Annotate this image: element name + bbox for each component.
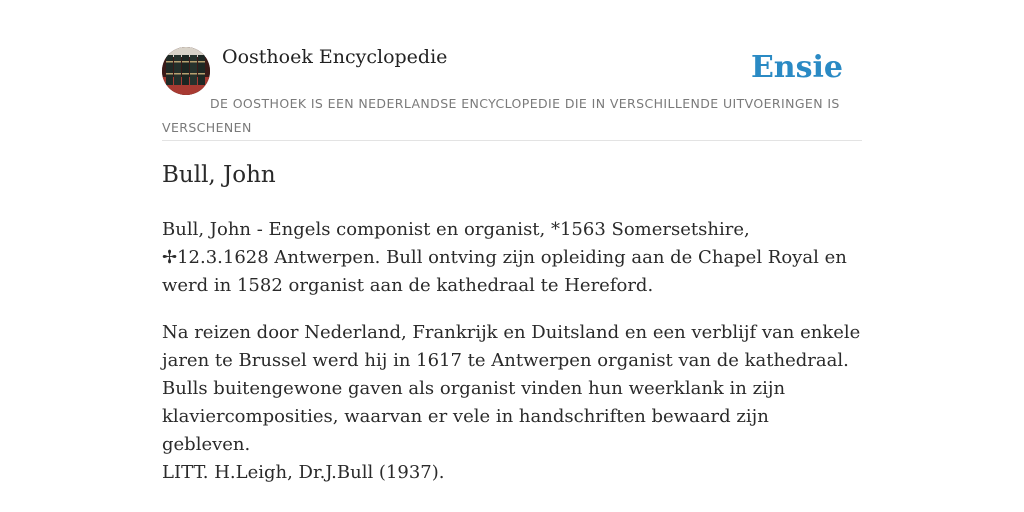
encyclopedia-books-icon[interactable] — [162, 47, 210, 95]
literature-reference: LITT. H.Leigh, Dr.J.Bull (1937). — [162, 462, 445, 483]
article-title: Bull, John — [162, 162, 276, 188]
source-description: DE OOSTHOEK IS EEN NEDERLANDSE ENCYCLOPEDIE DIE IN VERSCHILLENDE UITVOERINGEN IS VERSCHENEN — [162, 96, 840, 135]
brand-logo[interactable]: Ensie — [750, 50, 843, 85]
source-header — [162, 44, 862, 141]
source-name[interactable]: Oosthoek Encyclopedie — [222, 46, 448, 68]
article-paragraph: Na reizen door Nederland, Frankrijk en Duitsland en een verblijf van enkele jaren te Brussel werd hij in 1617 te Antwerpen organist van de kathedraal. Bulls buitengewone gaven als organist vinden hun weerklank in zijn klaviercomposities, waarvan er vele in handschriften bewaard zijn gebleven. — [162, 322, 861, 455]
article-paragraph: Bull, John - Engels componist en organist, *1563 Somersetshire, ✢12.3.1628 Antwerpen. Bull ontving zijn opleiding aan de Chapel Royal en werd in 1582 organist aan de kathedraal te Hereford. — [162, 219, 847, 296]
page-container — [162, 44, 862, 483]
